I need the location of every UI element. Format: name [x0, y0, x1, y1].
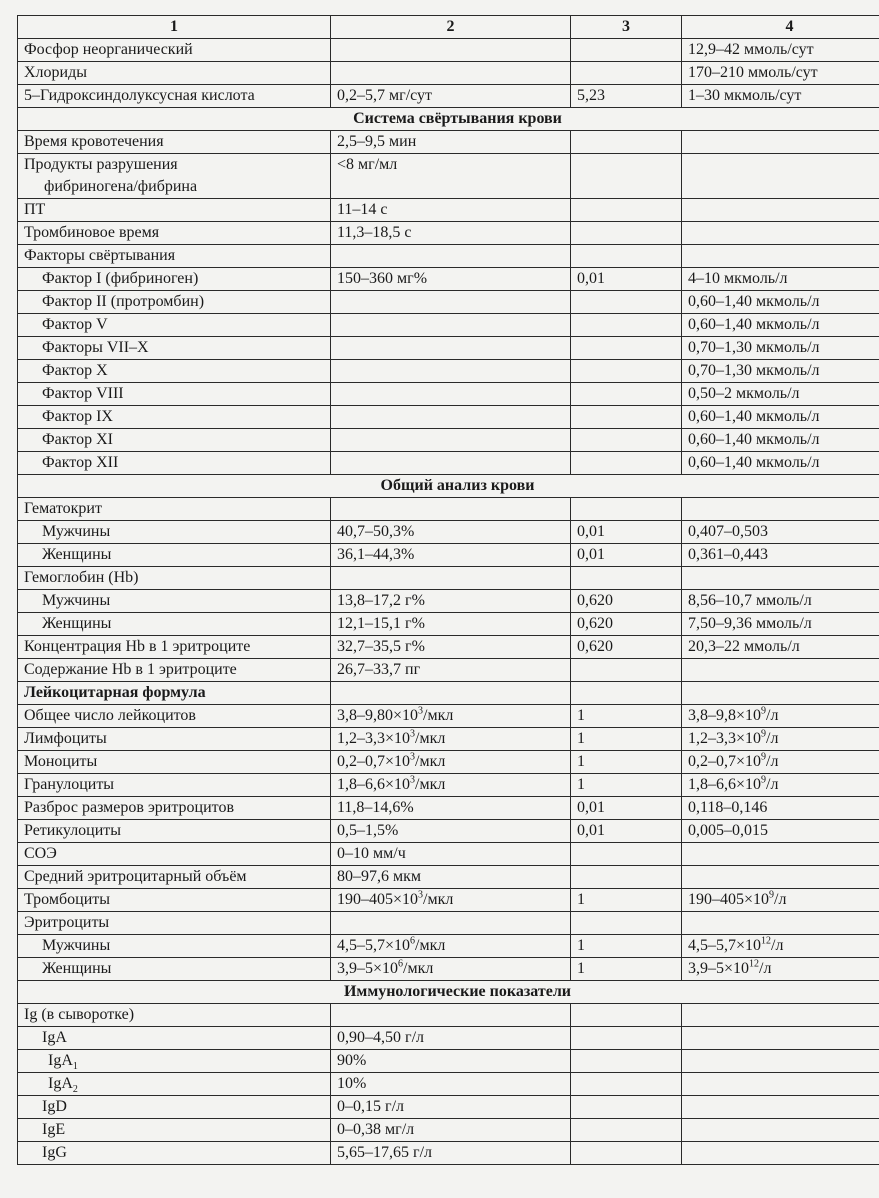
si-value-cell: 0,60–1,40 мкмоль/л — [682, 314, 879, 337]
si-value-cell — [682, 199, 879, 222]
si-value-cell: $1,8-6,6\times 10^9/л$ — [682, 774, 879, 797]
section-title: Общий анализ крови — [18, 475, 879, 498]
si-value-cell: 0,70–1,30 мкмоль/л — [682, 360, 879, 383]
conventional-value-cell — [331, 291, 571, 314]
factor-cell — [571, 131, 682, 154]
factor-cell — [571, 1004, 682, 1027]
si-value-cell: $0,2-0,7\times 10^9/л$ — [682, 751, 879, 774]
conventional-value-cell: 12,1–15,1 г% — [331, 613, 571, 636]
factor-cell — [571, 1096, 682, 1119]
table-row — [18, 521, 879, 544]
indicator-cell: Мужчины — [18, 521, 331, 544]
indicator-cell: Разброс размеров эритроцитов — [18, 797, 331, 820]
factor-cell: 0,620 — [571, 636, 682, 659]
factor-cell — [571, 1027, 682, 1050]
table-row — [18, 797, 879, 820]
factor-cell — [571, 360, 682, 383]
indicator-cell: СОЭ — [18, 843, 331, 866]
table-row — [18, 498, 879, 521]
indicator-cell: IgA — [18, 1027, 331, 1050]
conventional-value-cell: 13,8–17,2 г% — [331, 590, 571, 613]
table-row — [18, 636, 879, 659]
indicator-cell: Фактор XII — [18, 452, 331, 475]
table-row — [18, 1142, 879, 1165]
indicator-cell: Гемоглобин (Hb) — [18, 567, 331, 590]
si-value-cell: $4,5-5,7\times 10^{12}/л$ — [682, 935, 879, 958]
reference-values-table — [17, 15, 879, 1165]
si-value-cell: $3,8-9,8\times 10^9/л$ — [682, 705, 879, 728]
factor-cell — [571, 659, 682, 682]
factor-cell: 1 — [571, 774, 682, 797]
indicator-cell: Факторы VII–X — [18, 337, 331, 360]
factor-cell — [571, 429, 682, 452]
indicator-cell: Фактор II (протромбин) — [18, 291, 331, 314]
factor-cell — [571, 452, 682, 475]
factor-cell — [571, 314, 682, 337]
si-value-cell — [682, 1027, 879, 1050]
si-value-cell — [682, 843, 879, 866]
conventional-value-cell: $190-405\times 10^3$/мкл — [331, 889, 571, 912]
indicator-cell: Фосфор неорганический — [18, 39, 331, 62]
factor-cell — [571, 567, 682, 590]
si-value-cell — [682, 1142, 879, 1165]
si-value-cell: 0,407–0,503 — [682, 521, 879, 544]
factor-cell — [571, 1142, 682, 1165]
table-row — [18, 1050, 879, 1073]
table-row — [18, 682, 879, 705]
indicator-cell: Концентрация Hb в 1 эритроците — [18, 636, 331, 659]
indicator-cell: Тромбиновое время — [18, 222, 331, 245]
factor-cell — [571, 154, 682, 199]
conventional-value-cell: 11–14 с — [331, 199, 571, 222]
indicator-cell: Тромбоциты — [18, 889, 331, 912]
conventional-value-cell: 0–0,15 г/л — [331, 1096, 571, 1119]
conventional-value-cell: 2,5–9,5 мин — [331, 131, 571, 154]
table-row — [18, 1096, 879, 1119]
indicator-cell: Фактор I (фибриноген) — [18, 268, 331, 291]
table-row — [18, 1004, 879, 1027]
conventional-value-cell — [331, 498, 571, 521]
factor-cell: 1 — [571, 751, 682, 774]
indicator-cell: Мужчины — [18, 935, 331, 958]
si-value-cell: 20,3–22 ммоль/л — [682, 636, 879, 659]
conventional-value-cell: $3,8-9,80\times 10^3$/мкл — [331, 705, 571, 728]
si-value-cell — [682, 866, 879, 889]
factor-cell: 0,01 — [571, 268, 682, 291]
si-value-cell: 0,118–0,146 — [682, 797, 879, 820]
section-header-row — [18, 981, 879, 1004]
conventional-value-cell — [331, 62, 571, 85]
table-row — [18, 705, 879, 728]
si-value-cell: 0,60–1,40 мкмоль/л — [682, 291, 879, 314]
conventional-value-cell: 0–10 мм/ч — [331, 843, 571, 866]
si-value-cell — [682, 131, 879, 154]
conventional-value-cell — [331, 912, 571, 935]
section-header-row — [18, 475, 879, 498]
conventional-value-cell: 0,90–4,50 г/л — [331, 1027, 571, 1050]
table-row — [18, 590, 879, 613]
conventional-value-cell — [331, 1004, 571, 1027]
table-row — [18, 889, 879, 912]
conventional-value-cell: 150–360 мг% — [331, 268, 571, 291]
indicator-cell: Фактор V — [18, 314, 331, 337]
indicator-cell: Содержание Hb в 1 эритроците — [18, 659, 331, 682]
conventional-value-cell — [331, 567, 571, 590]
indicator-cell: Фактор VIII — [18, 383, 331, 406]
indicator-line-1: Продукты разрушения — [24, 156, 178, 173]
table-row — [18, 291, 879, 314]
si-value-cell: 7,50–9,36 ммоль/л — [682, 613, 879, 636]
factor-cell: 0,01 — [571, 820, 682, 843]
conventional-value-cell: 0,5–1,5% — [331, 820, 571, 843]
table-row — [18, 383, 879, 406]
table-row — [18, 406, 879, 429]
table-row — [18, 1073, 879, 1096]
indicator-cell: Ig (в сыворотке) — [18, 1004, 331, 1027]
si-value-cell — [682, 245, 879, 268]
table-row — [18, 843, 879, 866]
conventional-value-cell: 90% — [331, 1050, 571, 1073]
factor-cell: 0,01 — [571, 521, 682, 544]
conventional-value-cell: 11,8–14,6% — [331, 797, 571, 820]
table-row — [18, 935, 879, 958]
indicator-cell: Средний эритроцитарный объём — [18, 866, 331, 889]
si-value-cell — [682, 1096, 879, 1119]
table-row — [18, 199, 879, 222]
table-row — [18, 337, 879, 360]
table-row — [18, 1027, 879, 1050]
indicator-cell: Гематокрит — [18, 498, 331, 521]
conventional-value-cell: $1,8-6,6\times 10^3$/мкл — [331, 774, 571, 797]
header-cell-1: 1 — [18, 16, 331, 39]
table-row — [18, 1119, 879, 1142]
si-value-cell — [682, 1004, 879, 1027]
indicator-cell — [18, 154, 331, 199]
si-value-cell — [682, 912, 879, 935]
si-value-cell — [682, 1119, 879, 1142]
indicator-cell: Эритроциты — [18, 912, 331, 935]
conventional-value-cell: $1,2-3,3\times 10^3$/мкл — [331, 728, 571, 751]
indicator-cell: IgE — [18, 1119, 331, 1142]
factor-cell — [571, 337, 682, 360]
table-row — [18, 866, 879, 889]
si-value-cell: 0,70–1,30 мкмоль/л — [682, 337, 879, 360]
conventional-value-cell: 5,65–17,65 г/л — [331, 1142, 571, 1165]
factor-cell: 1 — [571, 728, 682, 751]
si-value-cell — [682, 498, 879, 521]
factor-cell — [571, 383, 682, 406]
factor-cell — [571, 498, 682, 521]
table-row — [18, 360, 879, 383]
factor-cell — [571, 222, 682, 245]
conventional-value-cell: 0,2–5,7 мг/сут — [331, 85, 571, 108]
conventional-value-cell — [331, 452, 571, 475]
conventional-value-cell: 36,1–44,3% — [331, 544, 571, 567]
si-value-cell — [682, 1073, 879, 1096]
factor-cell: 1 — [571, 958, 682, 981]
table-row — [18, 154, 879, 199]
table-row — [18, 62, 879, 85]
table-row — [18, 958, 879, 981]
indicator-cell: Женщины — [18, 958, 331, 981]
indicator-cell: Время кровотечения — [18, 131, 331, 154]
conventional-value-cell — [331, 245, 571, 268]
si-value-cell: 0,005–0,015 — [682, 820, 879, 843]
indicator-cell: IgA$_2$ — [18, 1073, 331, 1096]
indicator-cell: ПТ — [18, 199, 331, 222]
conventional-value-cell: 10% — [331, 1073, 571, 1096]
factor-cell: 1 — [571, 705, 682, 728]
conventional-value-cell — [331, 337, 571, 360]
factor-cell — [571, 1073, 682, 1096]
factor-cell — [571, 866, 682, 889]
table-row — [18, 452, 879, 475]
conventional-value-cell — [331, 360, 571, 383]
header-cell-2: 2 — [331, 16, 571, 39]
conventional-value-cell — [331, 682, 571, 705]
factor-cell — [571, 39, 682, 62]
si-value-cell: 170–210 ммоль/сут — [682, 62, 879, 85]
factor-cell — [571, 912, 682, 935]
factor-cell — [571, 62, 682, 85]
si-value-cell — [682, 222, 879, 245]
conventional-value-cell: $0,2-0,7\times 10^3$/мкл — [331, 751, 571, 774]
si-value-cell: $3,9-5\times 10^{12}/л$ — [682, 958, 879, 981]
si-value-cell: 1–30 мкмоль/сут — [682, 85, 879, 108]
indicator-cell: Моноциты — [18, 751, 331, 774]
table-row — [18, 314, 879, 337]
table-row — [18, 728, 879, 751]
conventional-value-cell — [331, 406, 571, 429]
table-row — [18, 245, 879, 268]
conventional-value-cell — [331, 314, 571, 337]
conventional-value-cell: 80–97,6 мкм — [331, 866, 571, 889]
section-title: Иммунологические показатели — [18, 981, 879, 1004]
table-row — [18, 544, 879, 567]
table-row — [18, 429, 879, 452]
indicator-cell: Ретикулоциты — [18, 820, 331, 843]
factor-cell — [571, 406, 682, 429]
si-value-cell: 8,56–10,7 ммоль/л — [682, 590, 879, 613]
si-value-cell: 0,50–2 мкмоль/л — [682, 383, 879, 406]
indicator-cell: Лейкоцитарная формула — [18, 682, 331, 705]
conventional-value-cell: <8 мг/мл — [331, 154, 571, 199]
table-row — [18, 222, 879, 245]
table-row — [18, 268, 879, 291]
section-title: Система свёртывания крови — [18, 108, 879, 131]
factor-cell — [571, 245, 682, 268]
conventional-value-cell — [331, 39, 571, 62]
table-row — [18, 39, 879, 62]
si-value-cell: 0,361–0,443 — [682, 544, 879, 567]
factor-cell: 1 — [571, 889, 682, 912]
table-row — [18, 659, 879, 682]
factor-cell — [571, 1119, 682, 1142]
factor-cell: 0,620 — [571, 613, 682, 636]
si-value-cell: 0,60–1,40 мкмоль/л — [682, 429, 879, 452]
indicator-cell: Хлориды — [18, 62, 331, 85]
conventional-value-cell — [331, 383, 571, 406]
indicator-line-2: фибриногена/фибрина — [44, 178, 198, 195]
indicator-cell: Женщины — [18, 613, 331, 636]
conventional-value-cell: 26,7–33,7 пг — [331, 659, 571, 682]
indicator-cell: Фактор X — [18, 360, 331, 383]
factor-cell: 5,23 — [571, 85, 682, 108]
conventional-value-cell: $4,5-5,7\times 10^6$/мкл — [331, 935, 571, 958]
conventional-value-cell — [331, 429, 571, 452]
conventional-value-cell: 32,7–35,5 г% — [331, 636, 571, 659]
si-value-cell: $1,2-3,3\times 10^9/л$ — [682, 728, 879, 751]
table-row — [18, 85, 879, 108]
si-value-cell: 12,9–42 ммоль/сут — [682, 39, 879, 62]
indicator-cell: Фактор XI — [18, 429, 331, 452]
si-value-cell: 0,60–1,40 мкмоль/л — [682, 452, 879, 475]
conventional-value-cell: 0–0,38 мг/л — [331, 1119, 571, 1142]
si-value-cell — [682, 567, 879, 590]
si-value-cell — [682, 682, 879, 705]
factor-cell — [571, 682, 682, 705]
conventional-value-cell: 11,3–18,5 с — [331, 222, 571, 245]
indicator-cell: 5–Гидроксиндолуксусная кислота — [18, 85, 331, 108]
indicator-cell: IgA$_1$ — [18, 1050, 331, 1073]
section-header-row — [18, 108, 879, 131]
factor-cell — [571, 843, 682, 866]
factor-cell: 0,620 — [571, 590, 682, 613]
factor-cell: 0,01 — [571, 544, 682, 567]
header-row — [18, 16, 879, 39]
table-row — [18, 774, 879, 797]
table-row — [18, 751, 879, 774]
conventional-value-cell: $3,9-5\times 10^6$/мкл — [331, 958, 571, 981]
table-row — [18, 131, 879, 154]
conventional-value-cell: 40,7–50,3% — [331, 521, 571, 544]
indicator-cell: Лимфоциты — [18, 728, 331, 751]
factor-cell — [571, 291, 682, 314]
indicator-cell: Мужчины — [18, 590, 331, 613]
indicator-cell: IgD — [18, 1096, 331, 1119]
table-row — [18, 820, 879, 843]
table-row — [18, 613, 879, 636]
header-cell-4: 4 — [682, 16, 879, 39]
indicator-cell: IgG — [18, 1142, 331, 1165]
table-row — [18, 912, 879, 935]
indicator-cell: Факторы свёртывания — [18, 245, 331, 268]
header-cell-3: 3 — [571, 16, 682, 39]
factor-cell — [571, 199, 682, 222]
table-row — [18, 567, 879, 590]
si-value-cell — [682, 659, 879, 682]
indicator-cell: Гранулоциты — [18, 774, 331, 797]
si-value-cell — [682, 1050, 879, 1073]
si-value-cell — [682, 154, 879, 199]
table-body — [18, 16, 879, 1165]
si-value-cell: $190-405\times 10^9/л$ — [682, 889, 879, 912]
factor-cell — [571, 1050, 682, 1073]
indicator-cell: Общее число лейкоцитов — [18, 705, 331, 728]
factor-cell: 0,01 — [571, 797, 682, 820]
indicator-cell: Женщины — [18, 544, 331, 567]
si-value-cell: 0,60–1,40 мкмоль/л — [682, 406, 879, 429]
indicator-cell: Фактор IX — [18, 406, 331, 429]
factor-cell: 1 — [571, 935, 682, 958]
si-value-cell: 4–10 мкмоль/л — [682, 268, 879, 291]
